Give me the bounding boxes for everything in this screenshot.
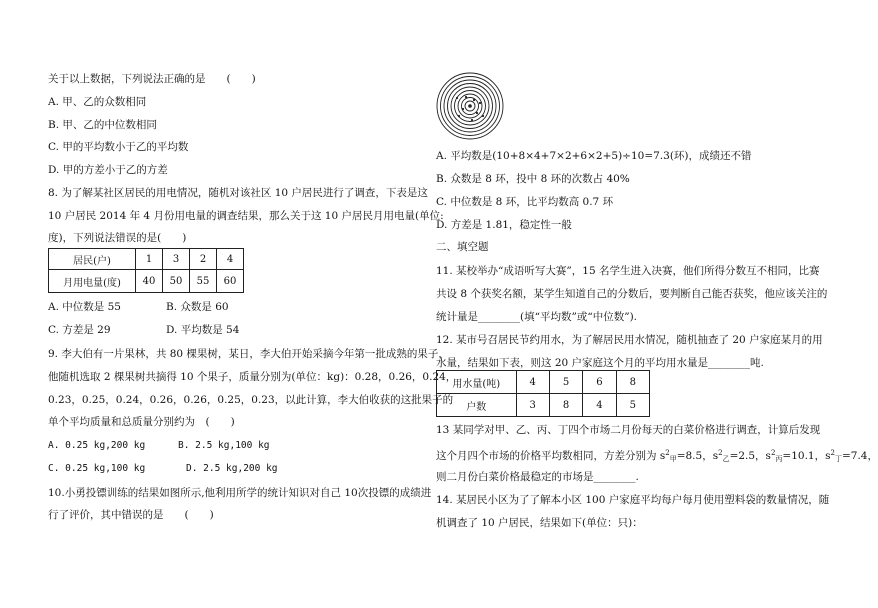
q13-text: =10.1，s (782, 450, 831, 462)
q8-table-header: 居民(户) (49, 249, 136, 270)
q12-table-cell: 5 (549, 371, 582, 394)
q13-subscript: 丁 (834, 455, 842, 463)
q14-line-1: 14. 某居民小区为了了解本小区 100 户家庭平均每户每月使用塑料袋的数量情况，随 (436, 494, 830, 506)
q8-table-cell: 50 (163, 270, 190, 293)
q12-table (436, 370, 650, 417)
q13-superscript: 2 (770, 449, 776, 457)
q13-subscript: 丙 (775, 455, 783, 463)
q13-line-3: 则二月份白菜价格最稳定的市场是________. (436, 471, 639, 483)
q13-text: =7.4， (841, 450, 878, 462)
q10-line-2: 行了评价，其中错误的是 ( ) (48, 509, 214, 521)
q9-line-4: 单个平均质量和总质量分别约为 ( ) (48, 416, 235, 428)
q8-table-cell: 3 (163, 249, 190, 270)
q7-stem: 关于以上数据，下列说法正确的是 ( ) (48, 73, 256, 85)
q9-option-b: B. 2.5 kg,100 kg (178, 440, 270, 451)
q9-option-d: D. 2.5 kg,200 kg (186, 463, 278, 474)
q13-subscript: 乙 (722, 455, 730, 463)
q12-table-cell: 8 (616, 371, 649, 394)
q9-line-2: 他随机选取 2 棵果树共摘得 10 个果子，质量分别为(单位：kg)：0.28，0.26，0.24， (48, 371, 457, 383)
q7-option-d: D. 甲的方差小于乙的方差 (48, 164, 168, 176)
q8-line-1: 8. 为了解某社区居民的用电情况，随机对该社区 10 户居民进行了调查，下表是这 (48, 187, 428, 199)
q13-text: 这个月四个市场的价格平均数相同，方差分别为 s (436, 450, 666, 462)
q12-line-2: 水量，结果如下表，则这 20 户家庭这个月的平均用水量是________吨. (436, 357, 764, 369)
q9-line-3: 0.23，0.25，0.24，0.26，0.26，0.25，0.23，以此计算，李大伯收获的这批果子的 (48, 394, 454, 406)
q12-table-cell: 4 (516, 371, 549, 394)
q13-superscript: 2 (665, 449, 670, 457)
q8-table-header: 月用电量(度) (49, 270, 136, 293)
q10-option-b: B. 众数是 8 环，投中 8 环的次数占 40% (436, 173, 630, 185)
dartboard-target-figure (436, 72, 504, 140)
q7-option-b: B. 甲、乙的中位数相同 (48, 119, 157, 131)
q8-table-cell: 60 (217, 270, 244, 293)
q8-option-d: D. 平均数是 54 (166, 324, 240, 336)
q12-table-header: 户数 (437, 394, 517, 417)
q8-table (48, 248, 244, 293)
q8-table-cell: 2 (190, 249, 217, 270)
q9-option-a: A. 0.25 kg,200 kg (48, 440, 146, 451)
q12-table-cell: 5 (616, 394, 649, 417)
q8-line-2: 10 户居民 2014 年 4 月份用电量的调查结果，那么关于这 10 户居民月用电量(单位: (48, 210, 444, 222)
q8-table-cell: 55 (190, 270, 217, 293)
q12-table-cell: 8 (549, 394, 582, 417)
section-fill-in-heading: 二、填空题 (436, 241, 489, 253)
q13-superscript: 2 (830, 449, 835, 457)
q13-superscript: 2 (718, 449, 723, 457)
q10-line-1: 10.小勇投镖训练的结果如图所示,他利用所学的统计知识对自己 10次投镖的成绩进 (48, 487, 432, 499)
q8-option-b: B. 众数是 60 (166, 301, 229, 313)
q8-option-a: A. 中位数是 55 (48, 301, 121, 313)
q12-line-1: 12. 某市号召居民节约用水，为了解居民用水情况，随机抽查了 20 户家庭某月的用 (436, 334, 823, 346)
q12-table-cell: 3 (516, 394, 549, 417)
q13-text: =2.5，s (729, 450, 771, 462)
q10-option-a: A. 平均数是(10+8×4+7×2+6×2+5)÷10=7.3(环)，成绩还不错 (436, 150, 752, 162)
q14-line-2: 机调查了 10 户居民，结果如下(单位：只)： (436, 517, 643, 529)
q8-table-cell: 40 (136, 270, 163, 293)
q8-option-c: C. 方差是 29 (48, 324, 111, 336)
q11-line-1: 11. 某校举办“成语听写大赛”，15 名学生进入决赛，他们所得分数互不相同，比赛 (436, 265, 820, 277)
q7-option-c: C. 甲的平均数小于乙的平均数 (48, 141, 189, 153)
q13-line-2 (436, 446, 878, 466)
q7-option-a: A. 甲、乙的众数相同 (48, 96, 147, 108)
q13-subscript: 甲 (669, 455, 677, 463)
q8-table-cell: 1 (136, 249, 163, 270)
q11-line-2: 共设 8 个获奖名额，某学生知道自己的分数后，要判断自己能否获奖，他应该关注的 (436, 288, 828, 300)
q8-table-cell: 4 (217, 249, 244, 270)
q12-table-header: 用水量(吨) (437, 371, 517, 394)
q10-option-c: C. 中位数是 8 环，比平均数高 0.7 环 (436, 196, 614, 208)
q11-line-3: 统计量是________(填“平均数”或“中位数”). (436, 311, 638, 323)
q8-line-3: 度)，下列说法错误的是( ) (48, 232, 187, 244)
q12-table-cell: 4 (583, 394, 616, 417)
q13-line-1: 13 某同学对甲、乙、丙、丁四个市场二月份每天的白菜价格进行调查，计算后发现 (436, 424, 821, 436)
q13-text: =8.5，s (676, 450, 719, 462)
q9-option-c: C. 0.25 kg,100 kg (48, 463, 146, 474)
q10-option-d: D. 方差是 1.81，稳定性一般 (436, 219, 572, 231)
q12-table-cell: 6 (583, 371, 616, 394)
q9-line-1: 9. 李大伯有一片果林，共 80 棵果树，某日，李大伯开始采摘今年第一批成熟的果子， (48, 348, 449, 360)
